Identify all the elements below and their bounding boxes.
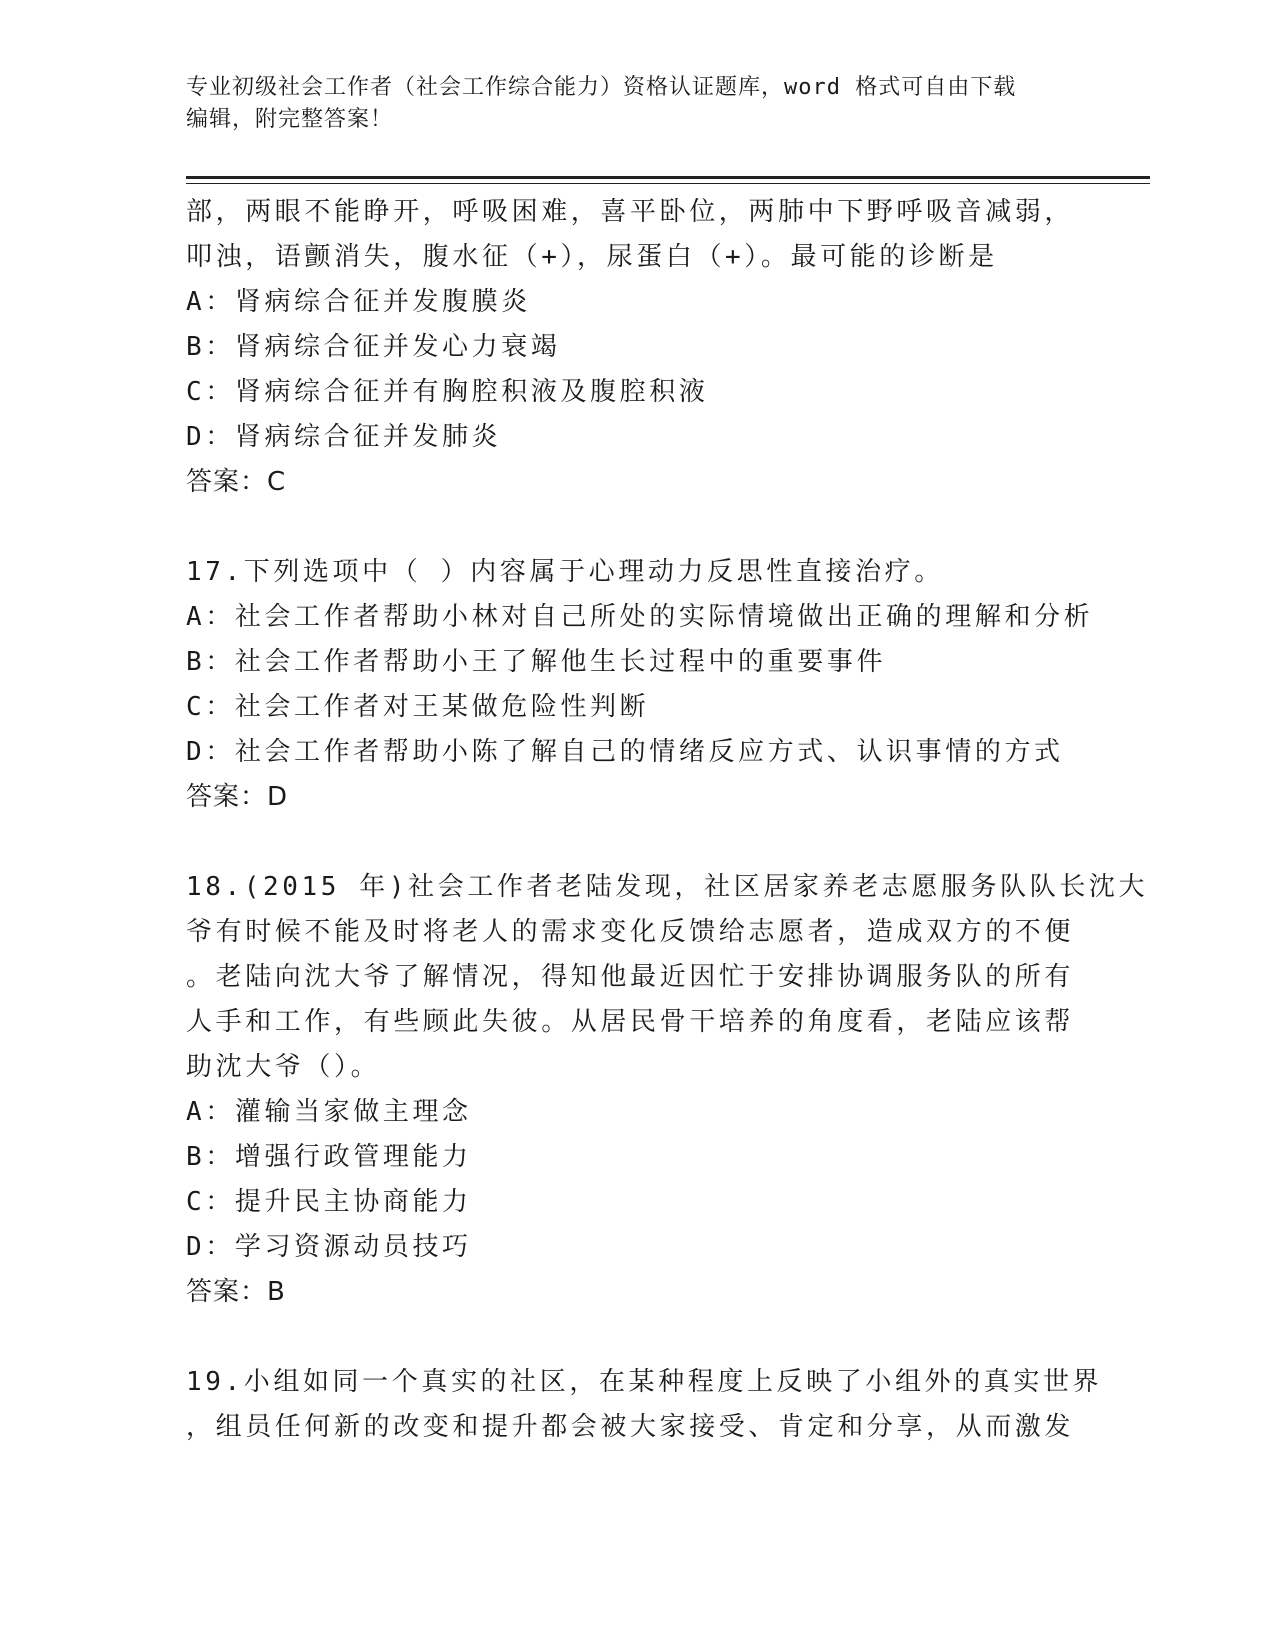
question-spacer [186, 1315, 1086, 1360]
answer-label: 答案：B [186, 1277, 286, 1307]
question-text-line: 18.(2015 年)社会工作者老陆发现，社区居家养老志愿服务队队长沈大 [186, 872, 1149, 902]
question-spacer [186, 820, 1086, 865]
option-d: D：学习资源动员技巧 [186, 1232, 472, 1262]
option-a: A：肾病综合征并发腹膜炎 [186, 287, 531, 317]
answer-label: 答案：D [186, 782, 289, 812]
option-c: C：肾病综合征并有胸腔积液及腹腔积液 [186, 377, 709, 407]
option-d: D：社会工作者帮助小陈了解自己的情绪反应方式、认识事情的方式 [186, 737, 1064, 767]
question-text-line: 。老陆向沈大爷了解情况，得知他最近因忙于安排协调服务队的所有 [186, 962, 1075, 992]
answer-label: 答案：C [186, 467, 287, 497]
question-16 [186, 190, 1086, 505]
option-b: B：肾病综合征并发心力衰竭 [186, 332, 561, 362]
header-line-2: 编辑，附完整答案！ [186, 107, 394, 132]
option-c: C：提升民主协商能力 [186, 1187, 472, 1217]
header-rule-thick [186, 176, 1150, 179]
option-b: B：社会工作者帮助小王了解他生长过程中的重要事件 [186, 647, 887, 677]
option-b: B：增强行政管理能力 [186, 1142, 472, 1172]
option-d: D：肾病综合征并发肺炎 [186, 422, 502, 452]
question-text-line: 19.小组如同一个真实的社区，在某种程度上反映了小组外的真实世界 [186, 1367, 1103, 1397]
question-text-line: 部，两眼不能睁开，呼吸困难，喜平卧位，两肺中下野呼吸音减弱， [186, 197, 1075, 227]
question-text-line: ，组员任何新的改变和提升都会被大家接受、肯定和分享，从而激发 [186, 1412, 1075, 1442]
header-rule-thin [186, 183, 1150, 184]
document-header [186, 72, 1086, 136]
question-text-line: 助沈大爷（）。 [186, 1052, 381, 1082]
question-text-line: 人手和工作，有些顾此失彼。从居民骨干培养的角度看，老陆应该帮 [186, 1007, 1075, 1037]
question-text-line: 叩浊，语颤消失，腹水征（+），尿蛋白（+）。最可能的诊断是 [186, 242, 998, 272]
question-17 [186, 550, 1094, 820]
question-text-line: 爷有时候不能及时将老人的需求变化反馈给志愿者，造成双方的不便 [186, 917, 1075, 947]
question-19 [186, 1360, 1103, 1450]
question-spacer [186, 505, 1086, 550]
option-a: A：社会工作者帮助小林对自己所处的实际情境做出正确的理解和分析 [186, 602, 1094, 632]
header-line-1: 专业初级社会工作者（社会工作综合能力）资格认证题库，word 格式可自由下载 [186, 75, 1017, 100]
question-list [186, 190, 1149, 1450]
option-a: A：灌输当家做主理念 [186, 1097, 472, 1127]
question-18 [186, 865, 1149, 1315]
option-c: C：社会工作者对王某做危险性判断 [186, 692, 650, 722]
question-text-line: 17.下列选项中（ ）内容属于心理动力反思性直接治疗。 [186, 557, 944, 587]
